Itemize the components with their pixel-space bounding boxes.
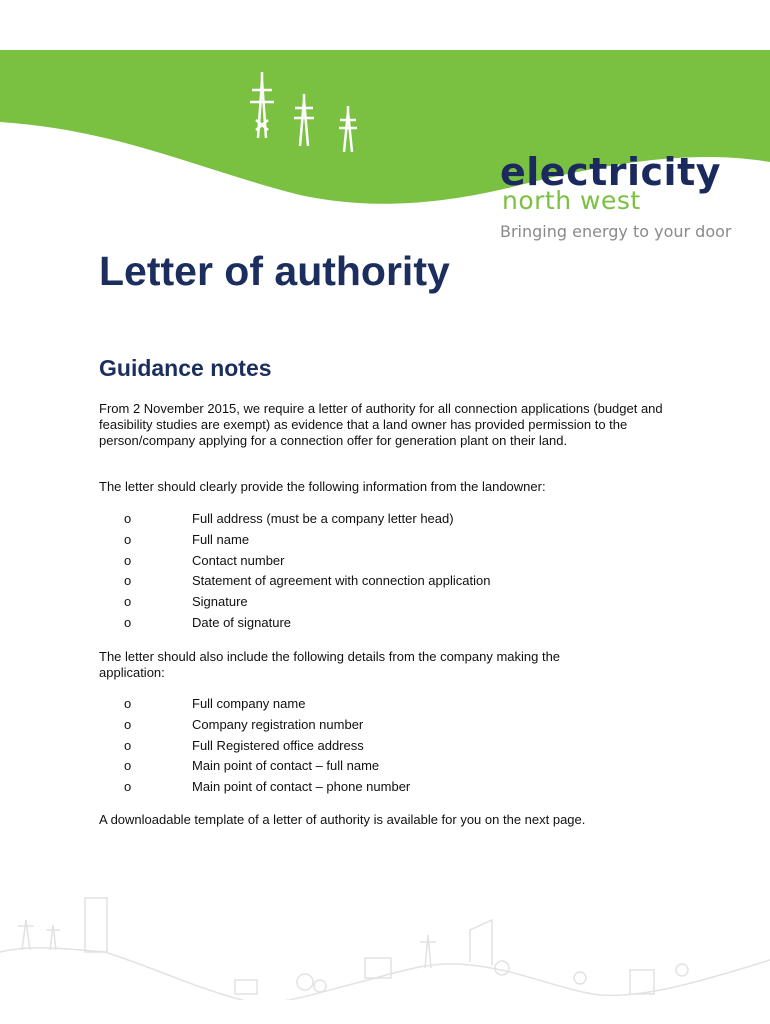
list-item-text: Main point of contact – full name — [192, 758, 380, 774]
bullet: o — [124, 737, 132, 753]
bullet: o — [124, 552, 132, 568]
section-heading: Guidance notes — [99, 355, 272, 381]
list-item-text: Full name — [192, 531, 250, 547]
list-item-text: Signature — [192, 594, 248, 610]
page-title: Letter of authority — [99, 248, 450, 294]
bullet: o — [124, 696, 132, 711]
list-item-text: Contact number — [192, 552, 285, 568]
bullet: o — [124, 594, 132, 610]
logo-line2: north west — [502, 186, 641, 215]
bullet: o — [124, 614, 132, 630]
list-item-text: Company registration number — [192, 716, 364, 732]
closing-paragraph: A downloadable template of a letter of authority is available for you on the next page. — [99, 812, 586, 827]
intro-paragraph: From 2 November 2015, we require a letter of authority for all connection applications (budget and feasibility studies are exempt) as evidence that a land owner has provided permission to the person/company applying for a connection offer for generation plant on their land. — [99, 401, 663, 448]
bullet: o — [124, 758, 132, 774]
logo-line1: electricity — [500, 150, 722, 194]
logo-tagline: Bringing energy to your door — [500, 222, 732, 241]
list-item-text: Full address (must be a company letter head) — [192, 511, 454, 526]
logo-leaf-icon — [488, 154, 498, 168]
bullet: o — [124, 716, 132, 732]
company-intro: The letter should also include the following details from the company making the application: — [99, 649, 561, 680]
list-item-text: Statement of agreement with connection application — [192, 573, 491, 589]
footer-skyline-illustration — [0, 890, 770, 1000]
bullet: o — [124, 511, 132, 526]
list-item-text: Main point of contact – phone number — [192, 779, 411, 795]
landowner-intro: The letter should clearly provide the following information from the landowner: — [99, 479, 546, 494]
list-item-text: Full company name — [192, 696, 306, 711]
bullet: o — [124, 573, 132, 589]
bullet: o — [124, 531, 132, 547]
list-item-text: Date of signature — [192, 614, 292, 630]
list-item-text: Full Registered office address — [192, 737, 364, 753]
bullet: o — [124, 779, 132, 795]
